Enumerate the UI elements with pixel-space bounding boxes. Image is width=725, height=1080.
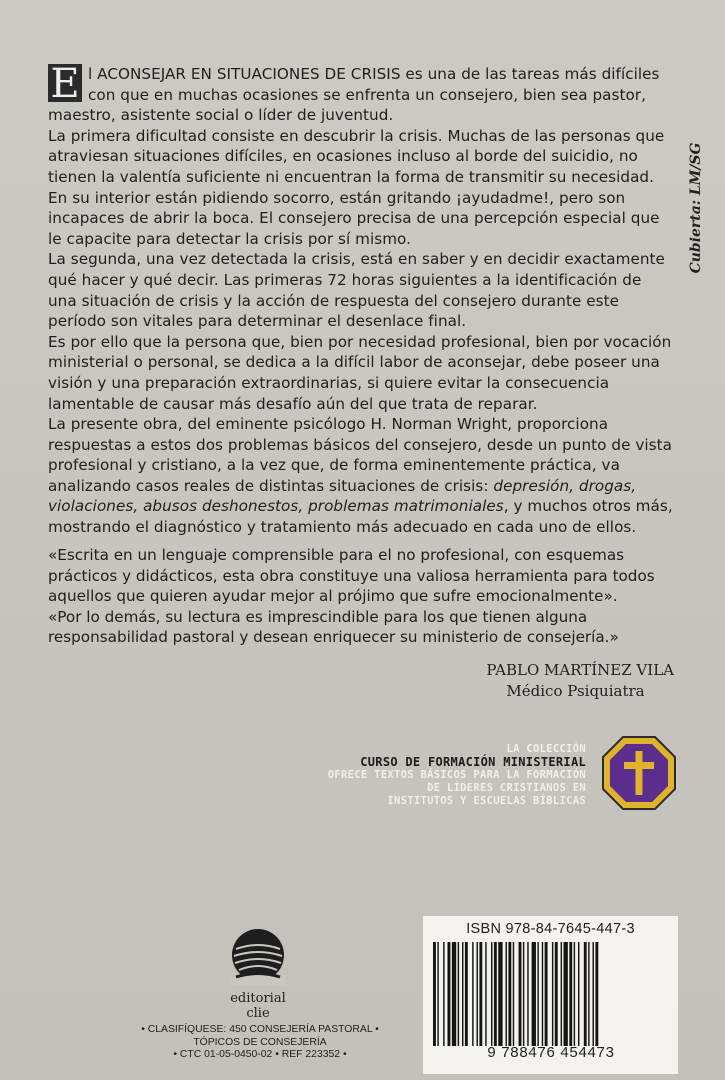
barcode-bar (465, 942, 468, 1046)
summary-crisis-list: depresión, drogas, violaciones, abusos deshonestos, problemas matrimoniales (48, 476, 637, 516)
summary-text-after: , y muchos otros más, mostrando el diagnóstico y tratamiento más adecuado en cada uno de ellos. (48, 497, 673, 537)
barcode-bar (506, 942, 507, 1046)
summary-text-before: La presente obra, del eminente psicólogo H. Norman Wright, proporciona respuestas a estos dos problemas básicos del consejero, desde un punto de vista profesional y cristiano, a la vez que, de forma eminentemente práctica, va analizando casos reales de distintas situaciones de crisis: (48, 415, 672, 495)
barcode-bar (555, 942, 558, 1046)
barcode-bar (519, 942, 522, 1046)
barcode-bar (448, 942, 451, 1046)
collection-desc-2: DE LÍDERES CRISTIANOS EN (427, 782, 586, 794)
barcode-bar (458, 942, 459, 1046)
barcode-bar (593, 942, 594, 1046)
barcode-bar (574, 942, 575, 1046)
intro-rest: es una de las tareas más difíciles con que en muchas ocasiones se enfrenta un consejero, bien sea pastor, maestro, asistente social o líder de juventud. (48, 65, 660, 125)
barcode-bar (479, 942, 482, 1046)
barcode-bar (545, 942, 548, 1046)
paragraph-book-summary (48, 414, 674, 538)
classification-line-2: TÓPICOS DE CONSEJERÍA (193, 1036, 327, 1048)
barcode-bar (433, 942, 436, 1046)
publisher-name: editorial clie (230, 991, 286, 1021)
paragraph-crisis-response: La segunda, una vez detectada la crisis, está en saber y en decidir exactamente qué hacer y qué decir. Las primeras 72 horas siguientes a la identificación de una situación de crisis y la acción de respuesta del consejero durante este período son vitales para determinar el desenlace final. (48, 250, 665, 331)
classification-line-3: • CTC 01-05-0450-02 • REF 223352 • (173, 1049, 347, 1060)
barcode-bar (513, 942, 514, 1046)
cover-credit-text: Cubierta: LM/SG (688, 142, 704, 274)
barcode-bar (443, 942, 444, 1046)
barcode-bar (564, 942, 568, 1046)
barcode-digits: 9 788476 454473 (487, 1044, 615, 1061)
barcode-bar (588, 942, 589, 1046)
cover-credit (686, 128, 706, 288)
paragraph-counselor-vision: Es por ello que la persona que, bien por necesidad profesional, bien por vocación ministerial o personal, se dedica a la difícil labor de aconsejar, debe poseer una visión y una preparación extraordinarias, si quiere evitar la consecuencia lamentable de causar más desafío aún del que trata de reparar. (48, 332, 672, 413)
endorser-name: PABLO MARTÍNEZ VILA (486, 661, 674, 679)
barcode-bar (498, 942, 502, 1046)
endorsement-quotes (48, 545, 674, 648)
barcode-bar (485, 942, 486, 1046)
quote-2: «Por lo demás, su lectura es imprescindible para los que tienen alguna responsabilidad pastoral y desean enriquecer su ministerio de consejería.» (48, 607, 619, 647)
barcode-bar (561, 942, 562, 1046)
barcode-bar (532, 942, 536, 1046)
barcode-bar (523, 942, 524, 1046)
classification-line-1: • CLASIFÍQUESE: 450 CONSEJERÍA PASTORAL • (141, 1024, 379, 1035)
endorser-signature (486, 660, 674, 702)
collection-blurb (240, 743, 586, 808)
barcode-bar (452, 942, 456, 1046)
barcode-bar (584, 942, 587, 1046)
collection-desc-3: INSTITUTOS Y ESCUELAS BÍBLICAS (387, 795, 586, 807)
drop-cap: E (48, 64, 82, 102)
quote-1: «Escrita en un lenguaje comprensible para el no profesional, con esquemas prácticos y didácticos, esta obra constituye una valiosa herramienta para todos aquellos que quieren ayudar mejor al prójimo que sufre emocionalmente». (48, 546, 655, 606)
barcode-bar (552, 942, 553, 1046)
barcode-bar (569, 942, 572, 1046)
barcode-bar (542, 942, 543, 1046)
isbn-text: ISBN 978-84-7645-447-3 (466, 921, 635, 937)
classification (108, 1024, 412, 1062)
paragraph-crisis-detection: La primera dificultad consiste en descubrir la crisis. Muchas de las personas que atraviesan situaciones difíciles, en ocasiones incluso al borde del suicidio, no tienen la valentía suficiente ni encuentran la forma de transmitir su necesidad. En su interior están pidiendo socorro, están gritando ¡ayudadme!, pero son incapaces de abrir la boca. El consejero precisa de una percepción especial que le capacite para detectar la crisis por sí mismo. (48, 126, 665, 248)
barcode-bar (537, 942, 538, 1046)
endorser-role: Médico Psiquiatra (506, 682, 645, 700)
barcode-bar (491, 942, 492, 1046)
synopsis (48, 61, 674, 538)
barcode-bar (462, 942, 463, 1046)
barcode-bar (527, 942, 528, 1046)
intro-lead: l ACONSEJAR EN SITUACIONES DE CRISIS (88, 65, 401, 83)
barcode-bar (578, 942, 579, 1046)
collection-desc-1: OFRECE TEXTOS BÁSICOS PARA LA FORMACIÓN (327, 769, 586, 781)
cross-badge-icon (601, 735, 677, 811)
publisher-logo (218, 927, 298, 1021)
barcode-bar (437, 942, 438, 1046)
barcode-bar (494, 942, 497, 1046)
barcode-bar (472, 942, 473, 1046)
intro-paragraph (48, 61, 674, 126)
barcode-bars (433, 942, 669, 1046)
barcode-bar (595, 942, 598, 1046)
collection-pre: LA COLECCIÓN (506, 743, 586, 755)
barcode-bar (508, 942, 511, 1046)
collection-name: CURSO DE FORMACIÓN MINISTERIAL (360, 755, 586, 769)
barcode-bar (477, 942, 478, 1046)
isbn-barcode (423, 916, 678, 1074)
open-book-globe-logo-icon (230, 927, 286, 985)
